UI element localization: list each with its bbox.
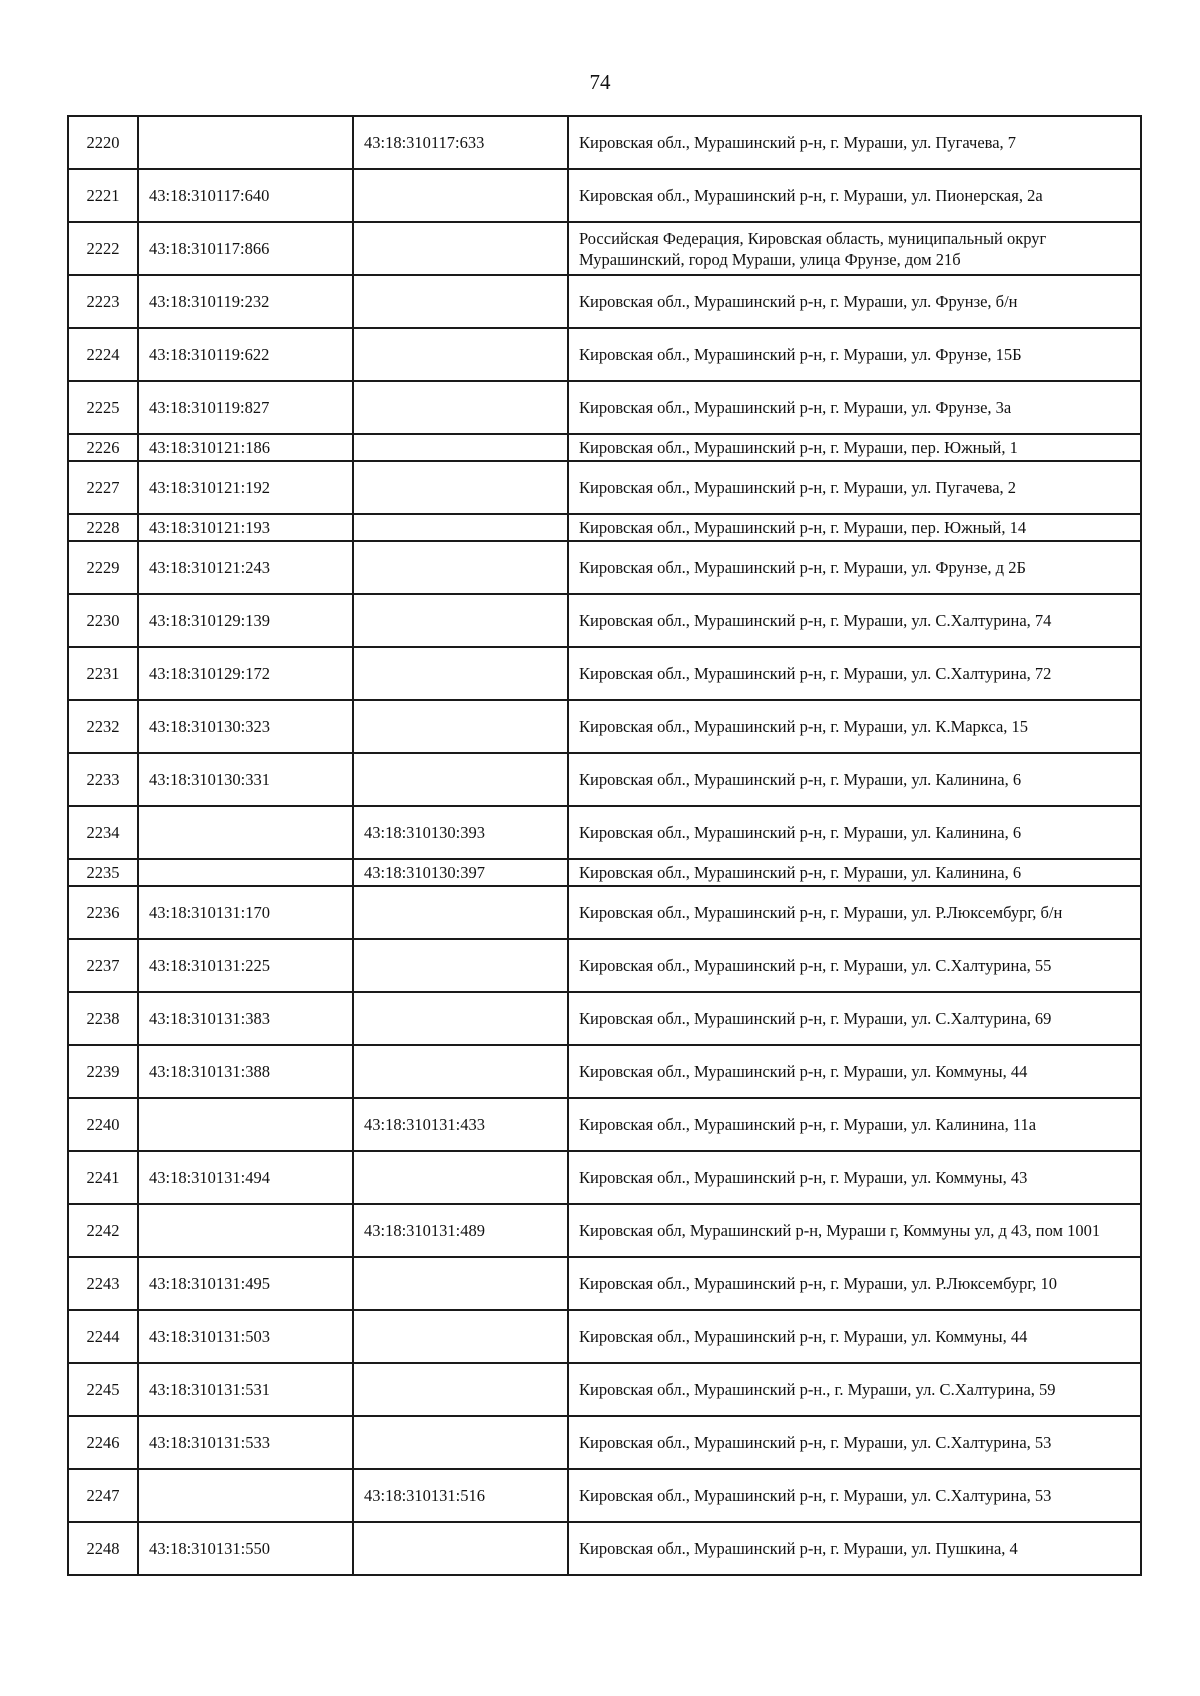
cadastral-number-b: [353, 1522, 568, 1575]
row-number: 2235: [68, 859, 138, 886]
cadastral-number-a: 43:18:310121:192: [138, 461, 353, 514]
cadastral-number-a: 43:18:310119:827: [138, 381, 353, 434]
cadastral-number-a: 43:18:310131:170: [138, 886, 353, 939]
cadastral-number-a: 43:18:310121:243: [138, 541, 353, 594]
row-number: 2224: [68, 328, 138, 381]
table-row: [68, 594, 1141, 647]
address: Кировская обл., Мурашинский р-н, г. Мураши, ул. Коммуны, 43: [568, 1151, 1141, 1204]
address: Кировская обл., Мурашинский р-н, г. Мураши, ул. Калинина, 6: [568, 753, 1141, 806]
table-row: [68, 992, 1141, 1045]
row-number: 2246: [68, 1416, 138, 1469]
cadastral-number-b: 43:18:310131:433: [353, 1098, 568, 1151]
cadastral-number-b: [353, 169, 568, 222]
cadastral-number-a: 43:18:310131:503: [138, 1310, 353, 1363]
table-row: [68, 1098, 1141, 1151]
row-number: 2220: [68, 116, 138, 169]
cadastral-number-a: 43:18:310129:139: [138, 594, 353, 647]
cadastral-number-b: [353, 541, 568, 594]
cadastral-number-b: [353, 381, 568, 434]
row-number: 2227: [68, 461, 138, 514]
row-number: 2236: [68, 886, 138, 939]
address: Кировская обл., Мурашинский р-н, г. Мураши, ул. С.Халтурина, 72: [568, 647, 1141, 700]
address: Кировская обл., Мурашинский р-н, г. Мураши, ул. Пионерская, 2а: [568, 169, 1141, 222]
table-row: [68, 434, 1141, 461]
cadastral-number-b: [353, 700, 568, 753]
address: Кировская обл., Мурашинский р-н, г. Мураши, ул. Фрунзе, д 2Б: [568, 541, 1141, 594]
row-number: 2222: [68, 222, 138, 275]
row-number: 2221: [68, 169, 138, 222]
table-row: [68, 1469, 1141, 1522]
table-row: [68, 541, 1141, 594]
row-number: 2228: [68, 514, 138, 541]
row-number: 2232: [68, 700, 138, 753]
address: Кировская обл., Мурашинский р-н, г. Мураши, ул. Калинина, 11а: [568, 1098, 1141, 1151]
cadastral-number-a: 43:18:310131:388: [138, 1045, 353, 1098]
row-number: 2241: [68, 1151, 138, 1204]
cadastral-number-a: 43:18:310129:172: [138, 647, 353, 700]
cadastral-number-b: 43:18:310131:489: [353, 1204, 568, 1257]
table-row: [68, 806, 1141, 859]
address: Кировская обл., Мурашинский р-н, г. Мураши, ул. Пушкина, 4: [568, 1522, 1141, 1575]
address: Кировская обл., Мурашинский р-н, г. Мураши, ул. С.Халтурина, 55: [568, 939, 1141, 992]
row-number: 2240: [68, 1098, 138, 1151]
address: Кировская обл., Мурашинский р-н, г. Мураши, ул. Р.Люксембург, 10: [568, 1257, 1141, 1310]
address: Кировская обл., Мурашинский р-н, г. Мураши, ул. С.Халтурина, 69: [568, 992, 1141, 1045]
cadastral-number-b: 43:18:310130:393: [353, 806, 568, 859]
cadastral-number-b: [353, 328, 568, 381]
cadastral-number-a: 43:18:310119:622: [138, 328, 353, 381]
table-row: [68, 169, 1141, 222]
row-number: 2225: [68, 381, 138, 434]
cadastral-number-b: 43:18:310131:516: [353, 1469, 568, 1522]
cadastral-number-b: [353, 1151, 568, 1204]
table-row: [68, 1416, 1141, 1469]
cadastral-number-a: 43:18:310131:383: [138, 992, 353, 1045]
row-number: 2229: [68, 541, 138, 594]
table-row: [68, 328, 1141, 381]
row-number: 2226: [68, 434, 138, 461]
cadastral-number-a: 43:18:310119:232: [138, 275, 353, 328]
cadastral-number-a: 43:18:310131:550: [138, 1522, 353, 1575]
cadastral-number-a: [138, 859, 353, 886]
cadastral-number-b: 43:18:310117:633: [353, 116, 568, 169]
row-number: 2247: [68, 1469, 138, 1522]
row-number: 2238: [68, 992, 138, 1045]
table-row: [68, 1257, 1141, 1310]
cadastral-number-a: 43:18:310121:193: [138, 514, 353, 541]
cadastral-number-b: [353, 434, 568, 461]
table-row: [68, 1522, 1141, 1575]
address: Кировская обл., Мурашинский р-н, г. Мураши, ул. Коммуны, 44: [568, 1310, 1141, 1363]
cadastral-number-b: [353, 886, 568, 939]
table-row: [68, 700, 1141, 753]
address: Кировская обл., Мурашинский р-н, г. Мураши, ул. Пугачева, 7: [568, 116, 1141, 169]
cadastral-number-b: [353, 647, 568, 700]
address: Кировская обл., Мурашинский р-н, г. Мураши, ул. Калинина, 6: [568, 859, 1141, 886]
cadastral-number-b: [353, 222, 568, 275]
table-row: [68, 275, 1141, 328]
table-row: [68, 1045, 1141, 1098]
row-number: 2223: [68, 275, 138, 328]
table-row: [68, 1310, 1141, 1363]
row-number: 2234: [68, 806, 138, 859]
cadastral-number-a: [138, 116, 353, 169]
table-row: [68, 753, 1141, 806]
row-number: 2242: [68, 1204, 138, 1257]
cadastral-number-b: [353, 594, 568, 647]
address: Кировская обл., Мурашинский р-н., г. Мураши, ул. С.Халтурина, 59: [568, 1363, 1141, 1416]
cadastral-number-b: [353, 753, 568, 806]
address: Кировская обл., Мурашинский р-н, г. Мураши, ул. Р.Люксембург, б/н: [568, 886, 1141, 939]
table-row: [68, 647, 1141, 700]
cadastral-number-b: [353, 461, 568, 514]
row-number: 2233: [68, 753, 138, 806]
address: Кировская обл., Мурашинский р-н, г. Мураши, ул. К.Маркса, 15: [568, 700, 1141, 753]
cadastral-number-a: 43:18:310131:495: [138, 1257, 353, 1310]
row-number: 2245: [68, 1363, 138, 1416]
cadastral-number-b: [353, 1310, 568, 1363]
table-row: [68, 1204, 1141, 1257]
row-number: 2231: [68, 647, 138, 700]
cadastral-number-b: [353, 939, 568, 992]
cadastral-number-a: 43:18:310131:531: [138, 1363, 353, 1416]
cadastral-number-b: [353, 992, 568, 1045]
cadastral-number-a: 43:18:310117:640: [138, 169, 353, 222]
row-number: 2230: [68, 594, 138, 647]
address: Российская Федерация, Кировская область, муниципальный округ Мурашинский, город Мураши, улица Фрунзе, дом 21б: [568, 222, 1141, 275]
address: Кировская обл., Мурашинский р-н, г. Мураши, ул. Фрунзе, 3а: [568, 381, 1141, 434]
table-row: [68, 514, 1141, 541]
cadastral-number-a: 43:18:310121:186: [138, 434, 353, 461]
cadastral-number-a: [138, 1098, 353, 1151]
address: Кировская обл., Мурашинский р-н, г. Мураши, ул. С.Халтурина, 53: [568, 1469, 1141, 1522]
address: Кировская обл., Мурашинский р-н, г. Мураши, ул. Фрунзе, 15Б: [568, 328, 1141, 381]
cadastral-number-a: 43:18:310131:494: [138, 1151, 353, 1204]
row-number: 2239: [68, 1045, 138, 1098]
row-number: 2237: [68, 939, 138, 992]
table-row: [68, 1151, 1141, 1204]
address: Кировская обл., Мурашинский р-н, г. Мураши, пер. Южный, 1: [568, 434, 1141, 461]
cadastral-number-b: [353, 1363, 568, 1416]
table-row: [68, 116, 1141, 169]
cadastral-number-a: 43:18:310131:225: [138, 939, 353, 992]
cadastral-number-a: [138, 1204, 353, 1257]
cadastral-number-a: [138, 806, 353, 859]
cadastral-number-b: [353, 514, 568, 541]
table-row: [68, 222, 1141, 275]
table-row: [68, 381, 1141, 434]
cadastral-number-a: 43:18:310130:331: [138, 753, 353, 806]
cadastral-number-b: [353, 275, 568, 328]
cadastral-number-a: 43:18:310130:323: [138, 700, 353, 753]
table-row: [68, 1363, 1141, 1416]
row-number: 2248: [68, 1522, 138, 1575]
table-row: [68, 886, 1141, 939]
page-number: 74: [589, 70, 611, 94]
address: Кировская обл., Мурашинский р-н, г. Мураши, ул. С.Халтурина, 53: [568, 1416, 1141, 1469]
table-row: [68, 939, 1141, 992]
address: Кировская обл., Мурашинский р-н, г. Мураши, пер. Южный, 14: [568, 514, 1141, 541]
address: Кировская обл., Мурашинский р-н, г. Мураши, ул. Пугачева, 2: [568, 461, 1141, 514]
cadastral-number-b: 43:18:310130:397: [353, 859, 568, 886]
cadastral-number-a: 43:18:310117:866: [138, 222, 353, 275]
table-row: [68, 859, 1141, 886]
cadastral-number-b: [353, 1045, 568, 1098]
registry-table: [67, 115, 1142, 1576]
address: Кировская обл., Мурашинский р-н, г. Мураши, ул. Фрунзе, б/н: [568, 275, 1141, 328]
address: Кировская обл., Мурашинский р-н, г. Мураши, ул. Калинина, 6: [568, 806, 1141, 859]
row-number: 2243: [68, 1257, 138, 1310]
cadastral-number-b: [353, 1416, 568, 1469]
cadastral-number-a: [138, 1469, 353, 1522]
address: Кировская обл, Мурашинский р-н, Мураши г, Коммуны ул, д 43, пом 1001: [568, 1204, 1141, 1257]
cadastral-number-b: [353, 1257, 568, 1310]
row-number: 2244: [68, 1310, 138, 1363]
address: Кировская обл., Мурашинский р-н, г. Мураши, ул. С.Халтурина, 74: [568, 594, 1141, 647]
address: Кировская обл., Мурашинский р-н, г. Мураши, ул. Коммуны, 44: [568, 1045, 1141, 1098]
cadastral-number-a: 43:18:310131:533: [138, 1416, 353, 1469]
table-row: [68, 461, 1141, 514]
